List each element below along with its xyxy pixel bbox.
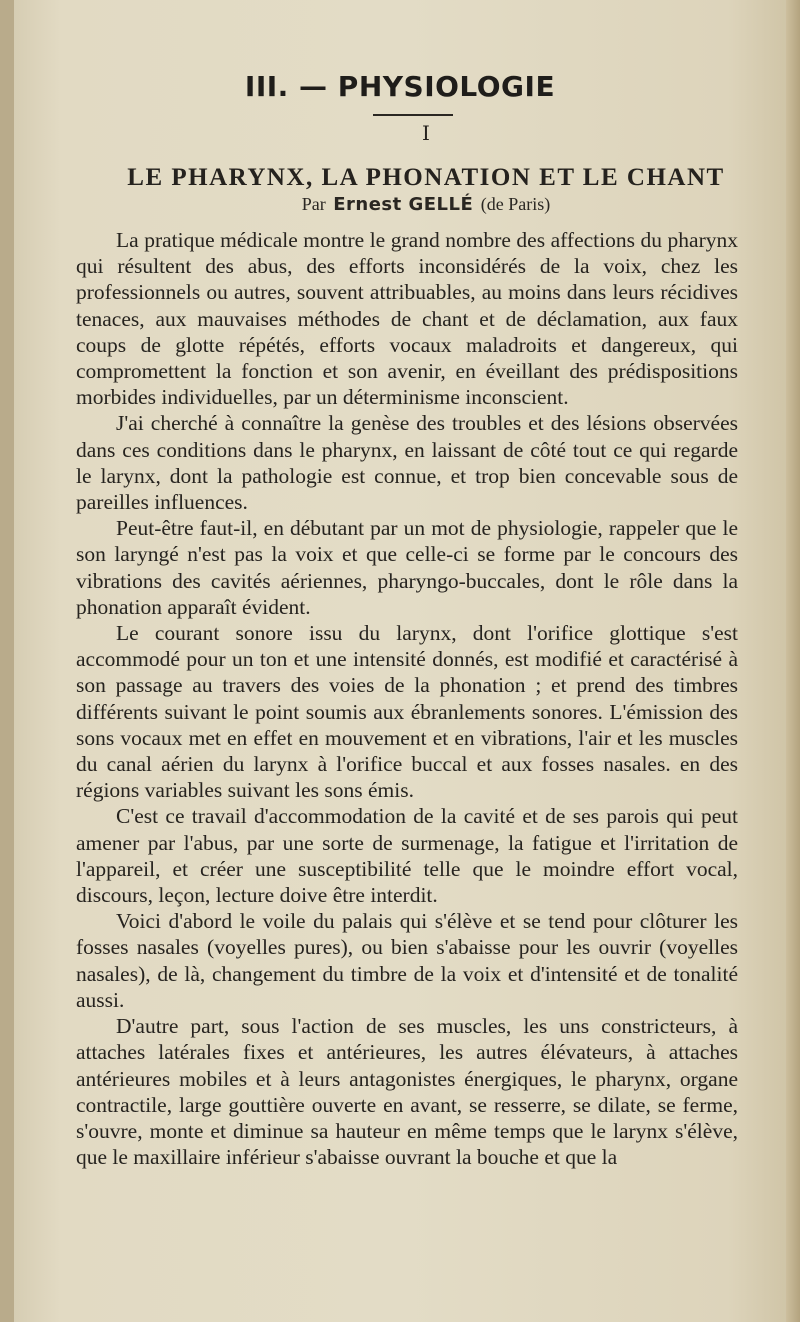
heading-rule — [373, 114, 453, 116]
article-number: I — [422, 121, 430, 145]
paragraph: Voici d'abord le voile du palais qui s'élève et se tend pour clôturer les fosses nasales (voyelles pures), ou bien s'abaisse pour les ouvrir (voyelles nasales), de là, changement du timbre de la voix et d'intensité et de tonalité aussi. — [76, 909, 738, 1012]
byline — [0, 194, 800, 215]
paragraph: C'est ce travail d'accommodation de la cavité et de ses parois qui peut amener par l'abus, par une sorte de surmenage, la fatigue et l'irritation de l'appareil, et créer une susceptibilité telle que le moindre effort vocal, discours, leçon, lecture doive être interdit. — [76, 804, 738, 908]
author-name: Ernest GELLÉ — [333, 194, 474, 215]
paragraph: La pratique médicale montre le grand nombre des affections du pharynx qui résultent des abus, des efforts inconsidérés de la voix, chez les professionnels ou autres, souvent attribuables, au moins dans leurs récidives tenaces, aux mauvaises méthodes de chant et de déclamation, aux faux coups de glotte répétés, efforts vocaux maladroits et dangereux, qui compromettent la fonction et son avenir, en éveillant des prédispositions morbides individuelles, par un déterminisme inconscient. — [76, 228, 738, 410]
paragraph: Le courant sonore issu du larynx, dont l'orifice glottique s'est accommodé pour un ton et une intensité donnés, est modifié et caractérisé à son passage au travers des voies de la phonation ; et prend des timbres différents suivant le point soumis aux ébranlements sonores. L'émission des sons vocaux met en effet en mouvement et en vibrations, l'air et les muscles du canal aérien du larynx à l'orifice buccal et aux fosses nasales. en des régions variables suivant les sons émis. — [76, 621, 738, 803]
paragraph: D'autre part, sous l'action de ses muscles, les uns constricteurs, à attaches latérales fixes et antérieures, les autres élévateurs, à attaches antérieures mobiles et à leurs antagonistes énergiques, le pharynx, organe contractile, large gouttière ouverte en avant, se resserre, se dilate, se ferme, s'ouvre, monte et diminue sa hauteur en même temps que le larynx s'élève, que le maxillaire inférieur s'abaisse ouvrant la bouche et que la — [76, 1014, 738, 1170]
author-affiliation: (de Paris) — [480, 194, 551, 214]
paragraph: Peut-être faut-il, en débutant par un mot de physiologie, rappeler que le son laryngé n'est pas la voix et que celle-ci se forme par le concours des vibrations des cavités aériennes, pharyngo-buccales, dont le rôle dans la phonation apparaît évident. — [76, 516, 738, 619]
paragraph: J'ai cherché à connaître la genèse des troubles et des lésions observées dans ces conditions dans le pharynx, en laissant de côté tout ce qui regarde le larynx, dont la pathologie est connue, et trop bien concevable sous de pareilles influences. — [76, 411, 738, 515]
article-body — [76, 227, 738, 1170]
section-heading: III. — PHYSIOLOGIE — [244, 70, 556, 103]
article-title: LE PHARYNX, LA PHONATION ET LE CHANT — [127, 164, 725, 191]
byline-prefix: Par — [301, 194, 326, 214]
